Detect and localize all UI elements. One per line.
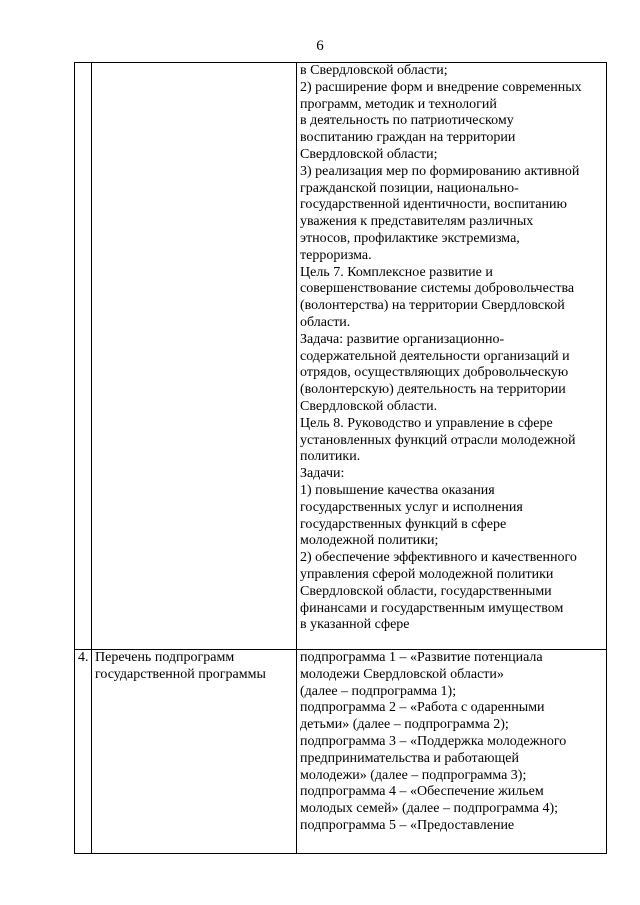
program-passport-table: [74, 62, 607, 854]
text-line: отрядов, осуществляющих добровольческую: [300, 365, 569, 381]
text-line: Перечень подпрограмм: [95, 650, 235, 665]
text-line: в деятельность по патриотическому: [300, 113, 514, 129]
row-content-cell: [297, 650, 607, 854]
text-line: (далее – подпрограмма 1);: [300, 683, 457, 699]
text-line: 2) обеспечение эффективного и качественного: [300, 550, 577, 566]
text-line: установленных функций отрасли молодежной: [300, 432, 576, 448]
text-line: 1) повышение качества оказания: [300, 482, 495, 498]
text-line: детьми» (далее – подпрограмма 2);: [300, 717, 509, 733]
text-line: Свердловской области;: [300, 146, 438, 162]
page-number: 6: [316, 38, 324, 54]
text-line: Задача: развитие организационно-: [300, 331, 505, 347]
text-line: молодых семей» (далее – подпрограмма 4);: [300, 801, 559, 817]
text-line: финансами и государственным имуществом: [300, 600, 564, 616]
text-line: Свердловской области, государственными: [300, 583, 552, 599]
text-line: политики.: [300, 449, 361, 465]
row-name-cell: [92, 63, 297, 650]
text-line: 2) расширение форм и внедрение современных: [300, 79, 582, 95]
text-line: государственной идентичности, воспитанию: [300, 197, 567, 213]
text-line: уважения к представителям различных: [300, 214, 534, 230]
text-line: в указанной сфере: [300, 617, 410, 633]
text-line: Цель 8. Руководство и управление в сфере: [300, 415, 553, 431]
table-row: [75, 650, 607, 854]
text-line: государственной программы: [95, 666, 266, 682]
text-line: Задачи:: [300, 466, 345, 482]
text-line: этносов, профилактике экстремизма,: [300, 230, 520, 246]
text-line: (волонтерства) на территории Свердловской: [300, 298, 565, 314]
row-content-cell: [297, 63, 607, 650]
text-line: 3) реализация мер по формированию активной: [300, 163, 580, 179]
row-name-cell: [92, 650, 297, 854]
text-line: области.: [300, 314, 351, 330]
text-line: государственных услуг и исполнения: [300, 499, 523, 515]
text-line: воспитанию граждан на территории: [300, 130, 516, 146]
text-line: содержательной деятельности организаций и: [300, 348, 570, 364]
text-line: молодежи Свердловской области»: [300, 666, 504, 682]
text-line: молодежи» (далее – подпрограмма 3);: [300, 767, 527, 783]
table-row: [75, 63, 607, 650]
text-line: Цель 7. Комплексное развитие и: [300, 264, 493, 280]
text-line: терроризма.: [300, 247, 372, 263]
text-line: Свердловской области.: [300, 398, 438, 414]
text-line: подпрограмма 5 – «Предоставление: [300, 817, 515, 833]
text-line: программ, методик и технологий: [300, 96, 497, 112]
text-line: подпрограмма 2 – «Работа с одаренными: [300, 700, 545, 716]
row-number-cell: [75, 63, 92, 650]
text-line: подпрограмма 4 – «Обеспечение жильем: [300, 784, 544, 800]
row-number-cell: 4.: [75, 650, 92, 854]
text-line: государственных функций в сфере: [300, 516, 507, 532]
text-line: в Свердловской области;: [300, 63, 448, 78]
text-line: подпрограмма 1 – «Развитие потенциала: [300, 650, 543, 665]
text-line: совершенствование системы добровольчества: [300, 281, 575, 297]
text-line: предпринимательства и работающей: [300, 750, 519, 766]
text-line: подпрограмма 3 – «Поддержка молодежного: [300, 733, 567, 749]
text-line: (волонтерскую) деятельность на территории: [300, 382, 566, 398]
text-line: молодежной политики;: [300, 533, 439, 549]
text-line: гражданской позиции, национально-: [300, 180, 519, 196]
text-line: управления сферой молодежной политики: [300, 566, 554, 582]
